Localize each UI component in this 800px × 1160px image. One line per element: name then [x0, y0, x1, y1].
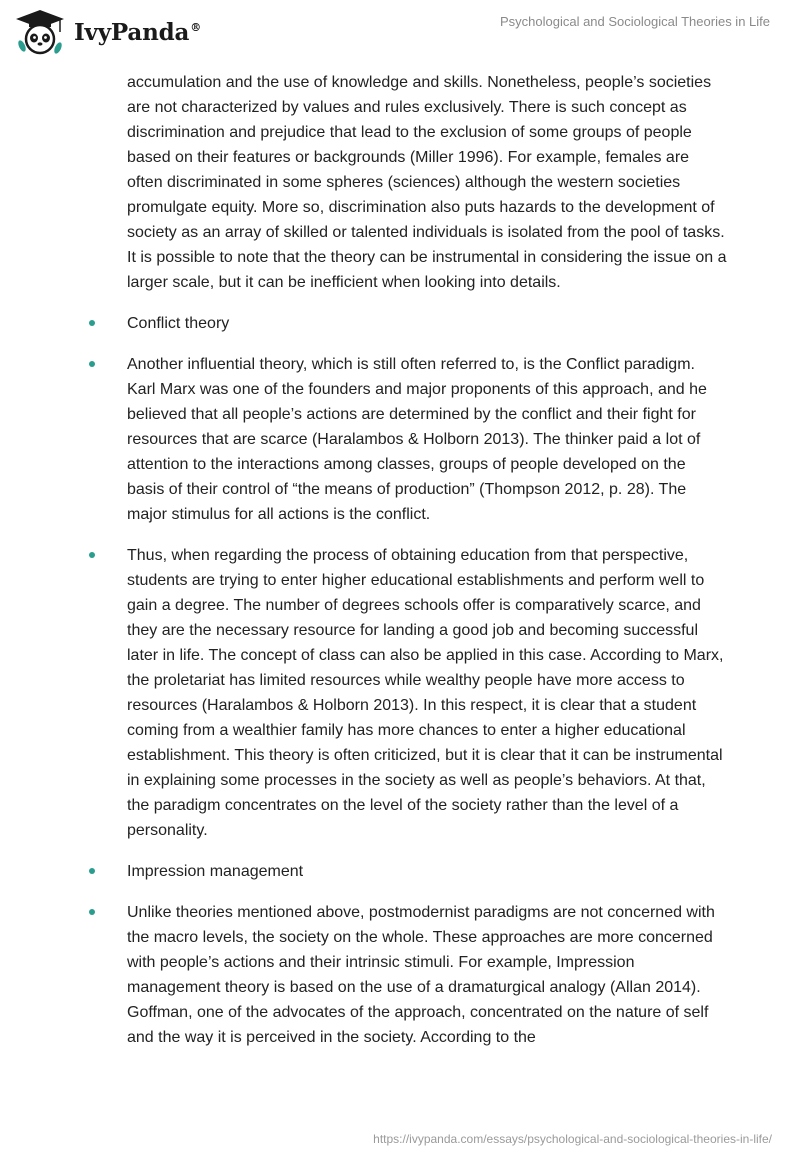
bullet-icon	[89, 552, 95, 558]
list-item-text: Unlike theories mentioned above, postmodernist paradigms are not concerned with the macro levels, the society on the whole. These approaches are more concerned with people’s actions and their intrinsic stimuli. For example, Impression management theory is based on the use of a dramaturgical analogy (Allan 2014). Goffman, one of the advocates of the approach, concentrated on the nature of self and the way it is perceived in the society. According to the	[127, 904, 715, 1046]
document-title: Psychological and Sociological Theories in Life	[499, 14, 770, 29]
bullet-icon	[89, 320, 95, 326]
list-item	[127, 352, 727, 527]
bullet-icon	[89, 361, 95, 367]
bullet-icon	[89, 909, 95, 915]
page-header	[0, 0, 800, 62]
ivypanda-logo[interactable]	[14, 8, 201, 56]
list-item-text: Thus, when regarding the process of obtaining education from that perspective, students are trying to enter higher educational establishments and perform well to gain a degree. The number of degrees schools offer is comparatively scarce, and they are the necessary resource for landing a good job and becoming successful later in life. The concept of class can also be applied in this case. According to Marx, the proletariat has limited resources while wealthy people have more access to resources (Haralambos & Holborn 2013). In this respect, it is clear that a student coming from a wealthier family has more chances to enter a higher educational establishment. This theory is often criticized, but it is clear that it can be instrumental in explaining some processes in the society as well as people’s behaviors. At that, the paradigm concentrates on the level of the society rather than the level of a personality.	[127, 547, 724, 839]
bullet-icon	[89, 868, 95, 874]
panda-graduate-icon	[14, 8, 66, 56]
source-url-link[interactable]: https://ivypanda.com/essays/psychological-and-sociological-theories-in-life/	[373, 1132, 772, 1146]
list-item	[127, 311, 727, 336]
list-item-text: Another influential theory, which is still often referred to, is the Conflict paradigm. Karl Marx was one of the founders and major proponents of this approach, and he believed that all people’s actions are determined by the conflict and their fight for resources that are scarce (Haralambos & Holborn 2013). The thinker paid a lot of attention to the interactions among classes, groups of people developed on the basis of their control of “the means of production” (Thompson 2012, p. 28). The major stimulus for all actions is the conflict.	[127, 356, 707, 523]
brand-name: IvyPanda®	[74, 18, 201, 46]
list-item	[127, 859, 727, 884]
list-item-text: Impression management	[127, 863, 304, 880]
essay-body	[0, 70, 800, 1066]
intro-paragraph: accumulation and the use of knowledge and skills. Nonetheless, people’s societies are not characterized by values and rules exclusively. There is such concept as discrimination and prejudice that lead to the exclusion of some groups of people based on their features or backgrounds (Miller 1996). For example, females are often discriminated in some spheres (sciences) although the western societies promulgate equity. More so, discrimination also puts hazards to the development of society as an array of skilled or talented individuals is isolated from the pool of tasks. It is possible to note that the theory can be instrumental in considering the issue on a larger scale, but it can be inefficient when looking into details.	[127, 74, 727, 291]
list-item	[127, 900, 727, 1050]
list-item	[127, 543, 727, 843]
list-item-text: Conflict theory	[127, 315, 230, 332]
